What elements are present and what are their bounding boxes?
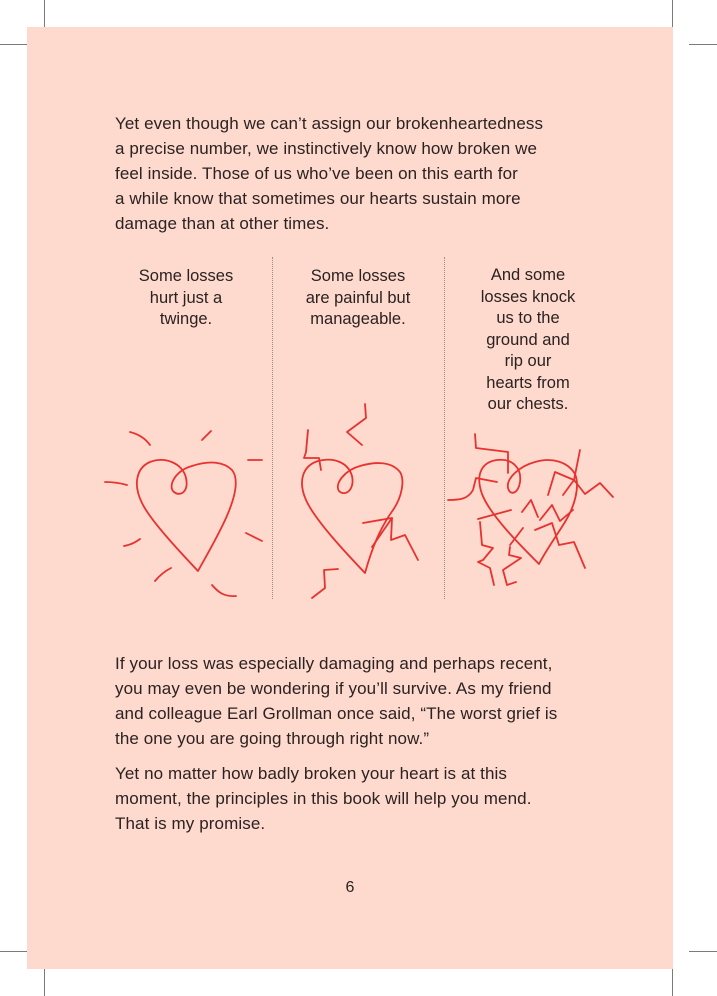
text-line: and colleague Earl Grollman once said, “The worst grief is bbox=[115, 704, 558, 723]
crop-mark-top-left-vertical bbox=[44, 0, 45, 27]
caption-line: ground and bbox=[486, 330, 570, 349]
text-line: damage than at other times. bbox=[115, 214, 330, 233]
caption-line: are painful but bbox=[305, 288, 411, 307]
text-line: That is my promise. bbox=[115, 814, 266, 833]
crop-mark-top-right-horizontal bbox=[689, 44, 717, 45]
book-page bbox=[27, 27, 673, 969]
text-line: a while know that sometimes our hearts sustain more bbox=[115, 189, 521, 208]
caption-line: losses knock bbox=[480, 287, 576, 306]
crop-mark-bottom-left-vertical bbox=[44, 969, 45, 996]
caption-line: our chests. bbox=[487, 395, 569, 413]
paragraph-2 bbox=[115, 651, 595, 751]
heart-broken-icon bbox=[302, 404, 418, 598]
caption-line: us to the bbox=[496, 309, 560, 327]
text-line: you may even be wondering if you’ll survive. As my friend bbox=[115, 679, 552, 698]
caption-line: twinge. bbox=[159, 310, 213, 328]
caption-line: hearts from bbox=[486, 373, 570, 392]
caption-line: Some losses bbox=[138, 267, 234, 285]
caption-line: hurt just a bbox=[149, 288, 223, 307]
text-line: moment, the principles in this book will help you mend. bbox=[115, 789, 532, 808]
page-number: 6 bbox=[345, 879, 355, 896]
paragraph-3 bbox=[115, 761, 595, 836]
heart-shattered-icon bbox=[448, 434, 613, 585]
crop-mark-bottom-right-horizontal bbox=[689, 951, 717, 952]
crop-mark-bottom-right-vertical bbox=[672, 969, 673, 996]
text-line: If your loss was especially damaging and perhaps recent, bbox=[115, 654, 553, 673]
text-line: feel inside. Those of us who’ve been on this earth for bbox=[115, 164, 518, 183]
crop-mark-top-right-vertical bbox=[672, 0, 673, 27]
caption-line: Some losses bbox=[310, 267, 406, 285]
heart-slightly-cracked-icon bbox=[105, 431, 262, 596]
text-line: the one you are going through right now.” bbox=[115, 729, 430, 748]
crop-mark-bottom-left-horizontal bbox=[0, 951, 27, 952]
crop-mark-top-left-horizontal bbox=[0, 44, 27, 45]
text-line: a precise number, we instinctively know how broken we bbox=[115, 139, 537, 158]
text-line: Yet even though we can’t assign our brokenheartedness bbox=[115, 114, 544, 133]
caption-line: manageable. bbox=[310, 310, 406, 328]
caption-line: rip our bbox=[504, 352, 552, 370]
caption-line: And some bbox=[490, 266, 566, 284]
text-line: Yet no matter how badly broken your heart is at this bbox=[115, 764, 508, 783]
